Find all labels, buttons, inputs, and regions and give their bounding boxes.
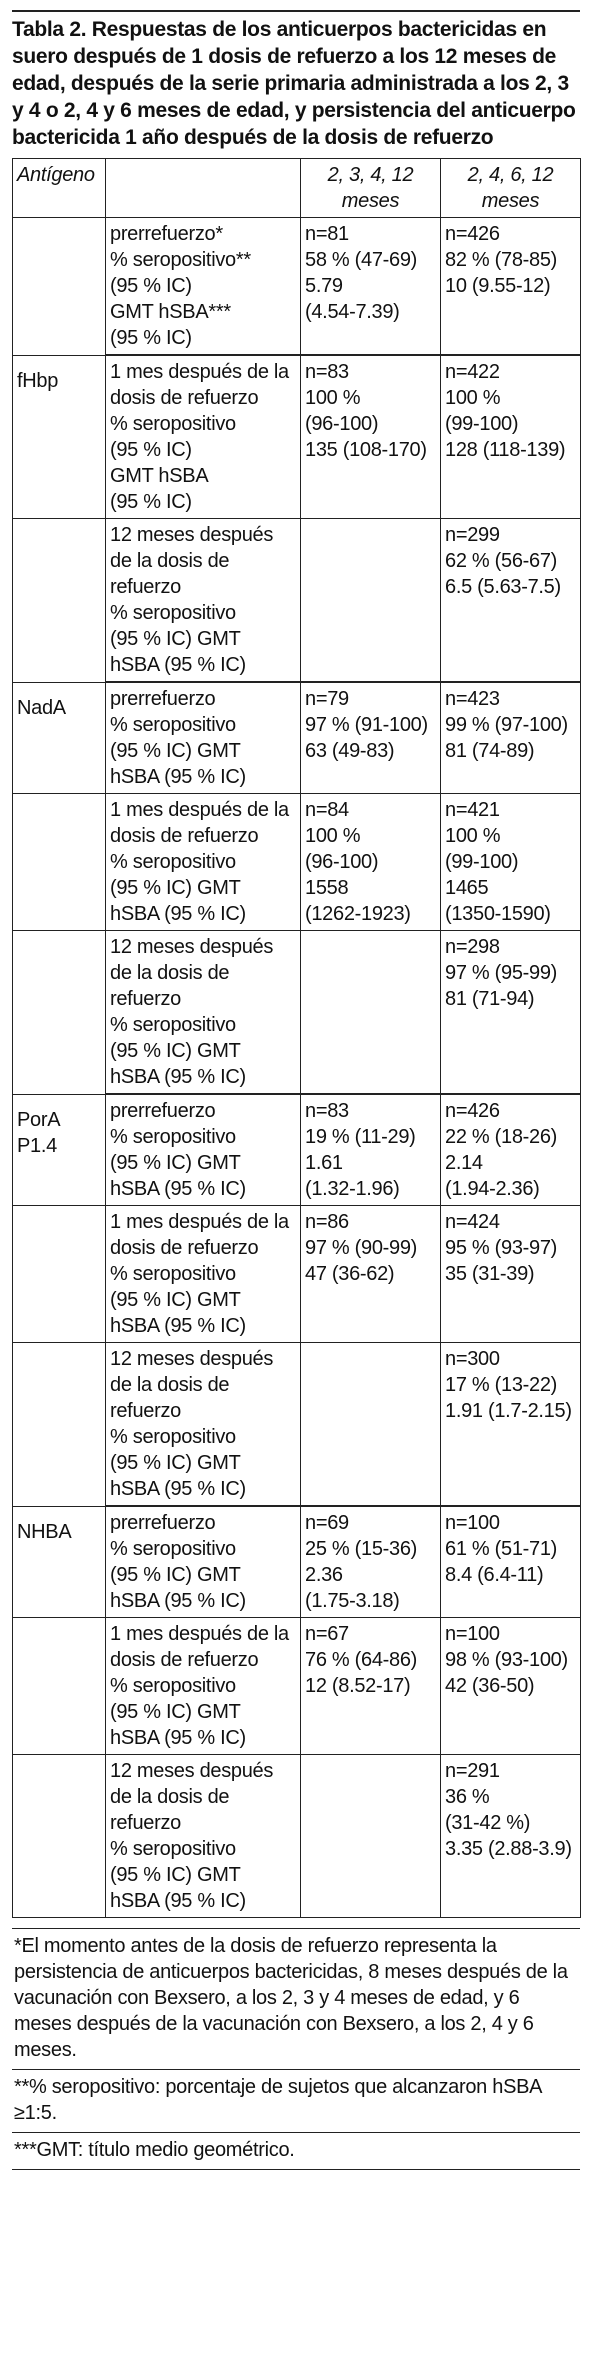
group-a-value-cell: n=84 100 % (96-100) 1558 (1262-1923) bbox=[301, 794, 441, 931]
table-row bbox=[13, 794, 581, 931]
antibody-response-table bbox=[12, 158, 581, 1918]
timepoint-cell: prerrefuerzo % seropositivo (95 % IC) GMT hSBA (95 % IC) bbox=[106, 1506, 301, 1618]
footnotes bbox=[12, 1928, 580, 2170]
antigen-cell bbox=[13, 931, 106, 1095]
table-row bbox=[13, 1206, 581, 1343]
table-row bbox=[13, 1343, 581, 1507]
header-group-a: 2, 3, 4, 12 meses bbox=[301, 159, 441, 218]
group-a-value-cell: n=83 100 % (96-100) 135 (108-170) bbox=[301, 355, 441, 519]
group-a-value-cell: n=81 58 % (47-69) 5.79 (4.54-7.39) bbox=[301, 218, 441, 356]
table-row bbox=[13, 1755, 581, 1918]
timepoint-cell: 12 meses después de la dosis de refuerzo % seropositivo (95 % IC) GMT hSBA (95 % IC) bbox=[106, 931, 301, 1095]
group-a-value-cell bbox=[301, 931, 441, 1095]
footnote-booster: *El momento antes de la dosis de refuerzo representa la persistencia de anticuerpos bactericidas, 8 meses después de la vacunación con Bexsero, a los 2, 3 y 4 meses de edad, y 6 meses después de la vacunación con Bexsero, a los 2, 4 y 6 meses. bbox=[12, 1928, 580, 2069]
table-row bbox=[13, 355, 581, 519]
antigen-cell bbox=[13, 794, 106, 931]
group-b-value-cell: n=421 100 % (99-100) 1465 (1350-1590) bbox=[441, 794, 581, 931]
group-a-value-cell bbox=[301, 1343, 441, 1507]
group-a-value-cell: n=83 19 % (11-29) 1.61 (1.32-1.96) bbox=[301, 1094, 441, 1206]
timepoint-cell: 1 mes después de la dosis de refuerzo % seropositivo (95 % IC) GMT hSBA (95 % IC) bbox=[106, 1206, 301, 1343]
timepoint-cell: 12 meses después de la dosis de refuerzo % seropositivo (95 % IC) GMT hSBA (95 % IC) bbox=[106, 1343, 301, 1507]
footnote-gmt: ***GMT: título medio geométrico. bbox=[12, 2132, 580, 2170]
group-b-value-cell: n=423 99 % (97-100) 81 (74-89) bbox=[441, 682, 581, 794]
group-b-value-cell: n=291 36 % (31-42 %) 3.35 (2.88-3.9) bbox=[441, 1755, 581, 1918]
antigen-cell bbox=[13, 1618, 106, 1755]
group-a-value-cell: n=67 76 % (64-86) 12 (8.52-17) bbox=[301, 1618, 441, 1755]
timepoint-cell: prerrefuerzo % seropositivo (95 % IC) GMT hSBA (95 % IC) bbox=[106, 682, 301, 794]
table-row bbox=[13, 682, 581, 794]
table-row bbox=[13, 931, 581, 1095]
antigen-cell: PorA P1.4 bbox=[13, 1094, 106, 1206]
group-a-value-cell: n=79 97 % (91-100) 63 (49-83) bbox=[301, 682, 441, 794]
group-a-value-cell bbox=[301, 1755, 441, 1918]
timepoint-cell: 12 meses después de la dosis de refuerzo % seropositivo (95 % IC) GMT hSBA (95 % IC) bbox=[106, 1755, 301, 1918]
antigen-cell: NadA bbox=[13, 682, 106, 794]
timepoint-cell: 1 mes después de la dosis de refuerzo % seropositivo (95 % IC) GMT hSBA (95 % IC) bbox=[106, 1618, 301, 1755]
timepoint-cell: 12 meses después de la dosis de refuerzo % seropositivo (95 % IC) GMT hSBA (95 % IC) bbox=[106, 519, 301, 683]
group-a-value-cell bbox=[301, 519, 441, 683]
antigen-cell bbox=[13, 1206, 106, 1343]
group-a-value-cell: n=86 97 % (90-99) 47 (36-62) bbox=[301, 1206, 441, 1343]
group-b-value-cell: n=299 62 % (56-67) 6.5 (5.63-7.5) bbox=[441, 519, 581, 683]
table-header-row bbox=[13, 159, 581, 218]
table-body bbox=[13, 218, 581, 1918]
timepoint-cell: 1 mes después de la dosis de refuerzo % seropositivo (95 % IC) GMT hSBA (95 % IC) bbox=[106, 794, 301, 931]
group-a-value-cell: n=69 25 % (15-36) 2.36 (1.75-3.18) bbox=[301, 1506, 441, 1618]
group-b-value-cell: n=422 100 % (99-100) 128 (118-139) bbox=[441, 355, 581, 519]
table-row bbox=[13, 1094, 581, 1206]
table-row bbox=[13, 218, 581, 356]
timepoint-cell: prerrefuerzo % seropositivo (95 % IC) GMT hSBA (95 % IC) bbox=[106, 1094, 301, 1206]
table-row bbox=[13, 519, 581, 683]
header-antigen: Antígeno bbox=[13, 159, 106, 218]
group-b-value-cell: n=426 82 % (78-85) 10 (9.55-12) bbox=[441, 218, 581, 356]
table-title: Tabla 2. Respuestas de los anticuerpos bactericidas en suero después de 1 dosis de refuerzo a los 12 meses de edad, después de la serie primaria administrada a los 2, 3 y 4 o 2, 4 y 6 meses de edad, y persistencia del anticuerpo bactericida 1 año después de la dosis de refuerzo bbox=[12, 10, 580, 151]
group-b-value-cell: n=100 98 % (93-100) 42 (36-50) bbox=[441, 1618, 581, 1755]
antigen-cell bbox=[13, 1755, 106, 1918]
group-b-value-cell: n=424 95 % (93-97) 35 (31-39) bbox=[441, 1206, 581, 1343]
antigen-cell bbox=[13, 519, 106, 683]
antigen-cell: NHBA bbox=[13, 1506, 106, 1618]
footnote-seropositive: **% seropositivo: porcentaje de sujetos que alcanzaron hSBA ≥1:5. bbox=[12, 2069, 580, 2132]
antigen-cell bbox=[13, 1343, 106, 1507]
group-b-value-cell: n=298 97 % (95-99) 81 (71-94) bbox=[441, 931, 581, 1095]
header-group-b: 2, 4, 6, 12 meses bbox=[441, 159, 581, 218]
group-b-value-cell: n=300 17 % (13-22) 1.91 (1.7-2.15) bbox=[441, 1343, 581, 1507]
antigen-cell bbox=[13, 218, 106, 356]
timepoint-cell: 1 mes después de la dosis de refuerzo % seropositivo (95 % IC) GMT hSBA (95 % IC) bbox=[106, 355, 301, 519]
group-b-value-cell: n=100 61 % (51-71) 8.4 (6.4-11) bbox=[441, 1506, 581, 1618]
timepoint-cell: prerrefuerzo* % seropositivo** (95 % IC) GMT hSBA*** (95 % IC) bbox=[106, 218, 301, 356]
header-description bbox=[106, 159, 301, 218]
antigen-cell: fHbp bbox=[13, 355, 106, 519]
table-row bbox=[13, 1618, 581, 1755]
group-b-value-cell: n=426 22 % (18-26) 2.14 (1.94-2.36) bbox=[441, 1094, 581, 1206]
table-row bbox=[13, 1506, 581, 1618]
